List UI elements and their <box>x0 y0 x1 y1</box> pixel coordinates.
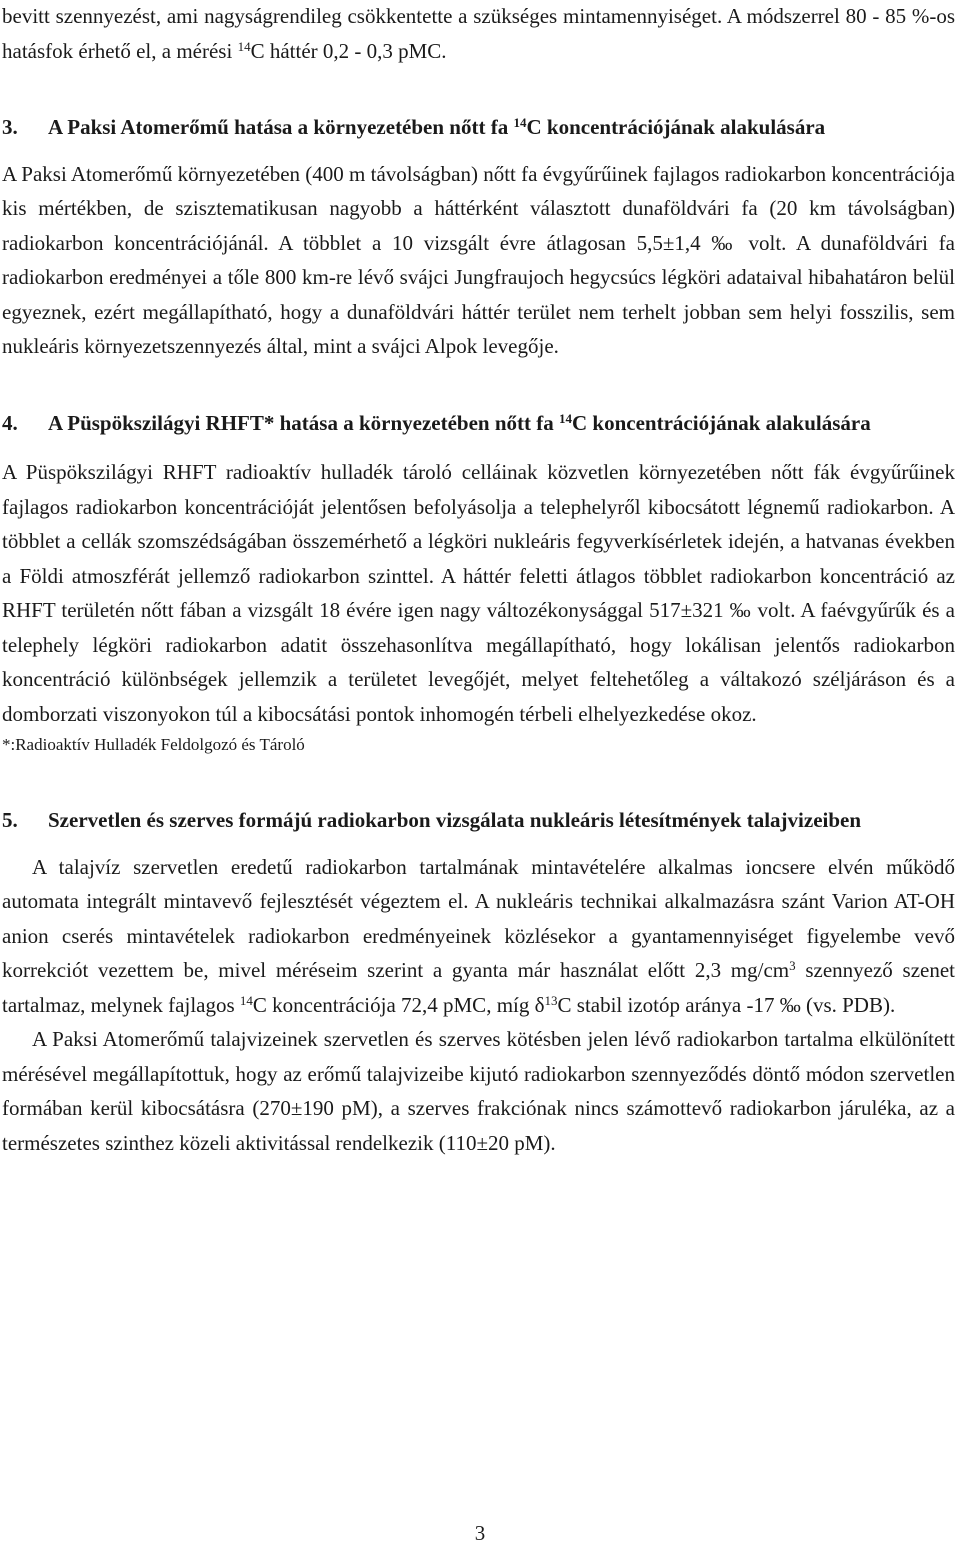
s5-p1-text-c: C koncentrációja 72,4 pMC, míg δ <box>252 992 545 1017</box>
section-3-paragraph: A Paksi Atomerőmű környezetében (400 m távolságban) nőtt fa évgyűrűinek fajlagos radiokarbon koncentrációja kis mértékben, de szisztematikusan nagyobb a háttérként választott dunaföldvári fa (20 km távolságban) radiokarbon koncentrációjánál. A többlet a 10 vizsgált évre átlagosan 5,5±1,4 ‰ volt. A dunaföldvári fa radiokarbon eredményei a tőle 800 km-re lévő svájci Jungfraujoch hegycsúcs légköri adataival hibahatáron belül egyeznek, ezért megállapítható, hogy a dunaföldvári háttér terület nem terhelt jobban sem helyi fosszilis, sem nukleáris környezetszennyezés által, mint a svájci Alpok levegője. <box>2 161 955 358</box>
section-3-title-a: A Paksi Atomerőmű hatása a környezetében nőtt fa <box>48 115 514 139</box>
section-4-number: 4. <box>2 410 18 435</box>
section-5-title: Szervetlen és szerves formájú radiokarbon vizsgálata nukleáris létesítmények talajvizeiben <box>48 808 862 832</box>
footnote: *:Radioaktív Hulladék Feldolgozó és Tároló <box>2 735 305 754</box>
s5-p1-text-b: szennyező szenet tartalmaz, melynek fajlagos <box>2 958 955 1017</box>
section-5-number: 5. <box>2 808 18 832</box>
intro-paragraph <box>2 0 955 68</box>
document-page <box>2 0 955 1160</box>
section-4-title-b: C koncentrációjának alakulására <box>572 410 871 435</box>
section-4-title-a: A Püspökszilágyi RHFT* hatása a környezetében nőtt fa <box>48 410 560 435</box>
section-5-heading <box>2 803 955 838</box>
section-3-title-b: C koncentrációjának alakulására <box>526 115 826 139</box>
section-3-title-superscript: 14 <box>513 115 527 130</box>
section-5-paragraph-1 <box>2 850 955 1023</box>
section-3-title <box>48 110 955 145</box>
s5-p1-sup-2: 14 <box>239 992 253 1008</box>
s5-p1-text-a: A talajvíz szervetlen eredetű radiokarbon tartalmának mintavételére alkalmas ioncsere elvén működő automata integrált mintavevő fejlesztését végeztem el. A nukleáris technikai alkalmazásra szánt Varion AT-OH anion cserés mintavételek radiokarbon eredményeinek közlésekor a gyantamennyiséget figyelembe vevő korrekciót vezettem be, mivel méréseim szerint a gyanta már használat előtt 2,3 mg/cm <box>2 854 955 982</box>
section-5-paragraph-2: A Paksi Atomerőmű talajvizeinek szervetlen és szerves kötésben jelen lévő radiokarbon tartalma elkülönített mérésével megállapítottuk, hogy az erőmű talajvizeibe kijutó radiokarbon szennyeződés döntő módon szervetlen formában kerül kibocsátásra (270±190 pM), a szerves frakciónak nincs számottevő radiokarbon járuléka, az a természetes szinthez közeli aktivitással rendelkezik (110±20 pM). <box>2 1027 955 1155</box>
s5-p1-sup-3: 13 <box>544 992 558 1008</box>
section-3-number: 3. <box>2 115 18 139</box>
section-4-title <box>48 406 955 441</box>
s5-p1-sup-1: 3 <box>789 958 796 973</box>
isotope-superscript: 14 <box>237 38 251 54</box>
s5-p1-text-d: C stabil izotóp aránya -17 ‰ (vs. PDB). <box>557 992 896 1017</box>
page-number: 3 <box>474 1521 486 1545</box>
intro-text-a: bevitt szennyezést, ami nagyságrendileg csökkentette a szükséges mintamennyiséget. A módszerrel 80 - 85 %-os hatásfok érhető el, a mérési <box>2 4 955 63</box>
section-4-heading <box>2 406 955 441</box>
section-4-title-superscript: 14 <box>559 410 573 426</box>
intro-text-b: C háttér 0,2 - 0,3 pMC. <box>250 38 447 63</box>
section-3-heading <box>2 110 955 145</box>
section-4-paragraph: A Püspökszilágyi RHFT radioaktív hulladék tároló celláinak közvetlen környezetében nőtt fák évgyűrűinek fajlagos radiokarbon koncentrációját jelentősen befolyásolja a telephelyről kibocsátott légnemű radiokarbon. A többlet a cellák szomszédságában összemérhető a légköri nukleáris fegyverkísérletek idején, a hatvanas években a Földi atmoszférát jellemző radiokarbon szinttel. A háttér feletti átlagos többlet radiokarbon koncentráció az RHFT területén nőtt fában a vizsgált 18 évére igen nagy változékonysággal 517±321 ‰ volt. A faévgyűrűk és a telephely légköri radiokarbon adatit összehasonlítva megállapítható, hogy lokálisan jelentős radiokarbon koncentráció különbségek jellemzik a területet levegőjét, melyet feltehetőleg a váltakozó széljáráson és a domborzati viszonyokon túl a kibocsátási pontok inhomogén térbeli elhelyezkedése okoz. <box>2 460 955 726</box>
